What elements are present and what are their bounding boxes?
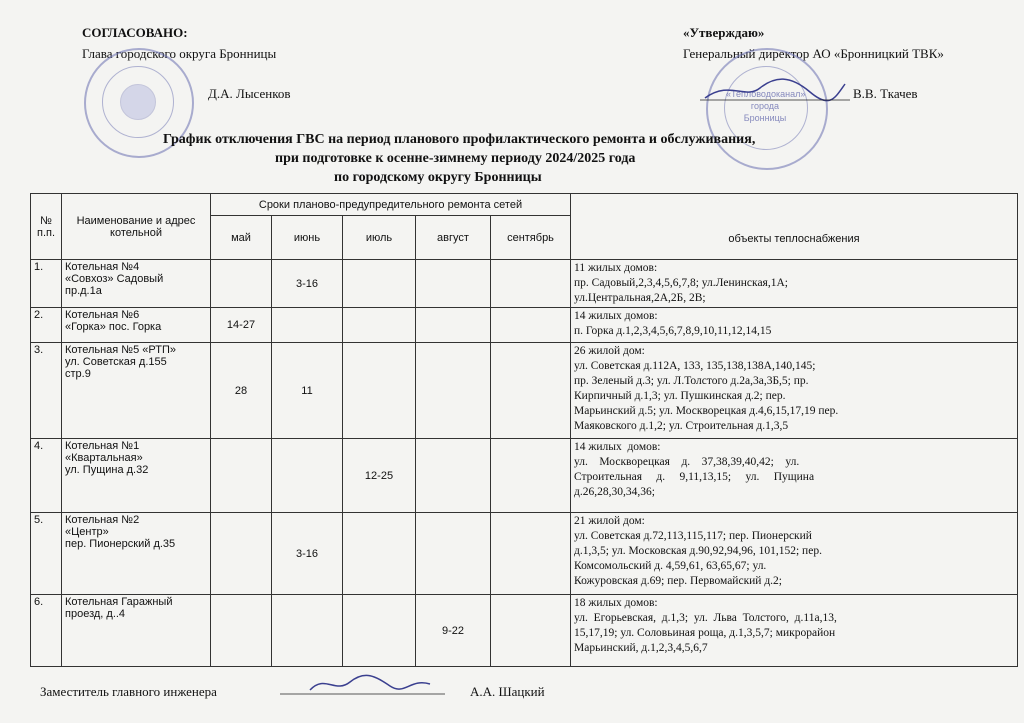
stamp-text-line: Бронницы (743, 113, 787, 123)
header-name: Наименование и адрес котельной (62, 194, 211, 260)
row-objects: 18 жилых домов: ул. Егорьевская, д.1,3; ул. Льва Толстого, д.11а,13, 15,17,19; ул. Соловьиная роща, д.1,3,5,7; микрорайон Марьинский, д.1,2,3,4,5,6,7 (571, 595, 1018, 667)
stamp-text-line: «Тепловодоканал» (726, 89, 806, 99)
approval-left-name: Д.А. Лысенков (208, 86, 291, 101)
cell-july (343, 513, 416, 595)
header-month-june: июнь (272, 216, 343, 260)
cell-may (211, 260, 272, 308)
row-objects: 21 жилой дом: ул. Советская д.72,113,115,117; пер. Пионерский д.1,3,5; ул. Московская д.90,92,94,96, 101,152; пер. Комсомольский д. 4,59,61, 63,65,67; ул. Кожуровская д.69; пер. Первомайский д.2; (571, 513, 1018, 595)
header-month-may: май (211, 216, 272, 260)
cell-august (416, 308, 491, 343)
row-num: 2. (31, 308, 62, 343)
cell-september (491, 595, 571, 667)
approval-left-position: Глава городского округа Бронницы (82, 46, 277, 61)
cell-june (272, 439, 343, 513)
cell-may (211, 439, 272, 513)
header-num: № п.п. (31, 194, 62, 260)
approval-right-position: Генеральный директор АО «Бронницкий ТВК» (683, 46, 944, 61)
row-boiler-name: Котельная №1 «Квартальная» ул. Пущина д.32 (62, 439, 211, 513)
approval-right-name: В.В. Ткачев (853, 86, 918, 101)
table-row (31, 260, 1018, 308)
table-row (31, 308, 1018, 343)
table-row (31, 595, 1018, 667)
header-row (31, 194, 1018, 216)
row-num: 1. (31, 260, 62, 308)
table-row (31, 343, 1018, 439)
row-boiler-name: Котельная №5 «РТП» ул. Советская д.155 стр.9 (62, 343, 211, 439)
title-line-1: График отключения ГВС на период планового профилактического ремонта и обслуживания, (163, 132, 756, 147)
cell-may: 14-27 (211, 308, 272, 343)
cell-june: 11 (272, 343, 343, 439)
header-period: Сроки планово-предупредительного ремонта сетей (211, 194, 571, 216)
cell-september (491, 513, 571, 595)
row-boiler-name: Котельная №4 «Совхоз» Садовый пр.д.1а (62, 260, 211, 308)
cell-august (416, 513, 491, 595)
cell-august: 9-22 (416, 595, 491, 667)
cell-june: 3-16 (272, 513, 343, 595)
title-line-3: по городскому округу Бронницы (334, 170, 542, 185)
cell-june (272, 595, 343, 667)
row-num: 6. (31, 595, 62, 667)
cell-july (343, 308, 416, 343)
row-num: 5. (31, 513, 62, 595)
cell-august (416, 439, 491, 513)
cell-september (491, 343, 571, 439)
table-row (31, 513, 1018, 595)
cell-august (416, 343, 491, 439)
row-objects: 11 жилых домов: пр. Садовый,2,3,4,5,6,7,8; ул.Ленинская,1А; ул.Центральная,2А,2Б, 2В; (571, 260, 1018, 308)
row-objects: 14 жилых домов: п. Горка д.1,2,3,4,5,6,7,8,9,10,11,12,14,15 (571, 308, 1018, 343)
header-month-august: август (416, 216, 491, 260)
row-boiler-name: Котельная №2 «Центр» пер. Пионерский д.35 (62, 513, 211, 595)
header-month-july: июль (343, 216, 416, 260)
engineer-signature (280, 668, 445, 700)
row-objects: 26 жилой дом: ул. Советская д.112А, 133, 135,138,138А,140,145; пр. Зеленый д.3; ул. Л.Толстого д.2а,3а,3Б,5; пр. Кирпичный д.1,3; ул. Пушкинская д.2; пер. Марьинский д.5; ул. Москворецкая д.4,6,15,17,19 пер. Маяковского д.1,2; ул. Строительная д.1,3,5 (571, 343, 1018, 439)
cell-september (491, 308, 571, 343)
row-boiler-name: Котельная №6 «Горка» пос. Горка (62, 308, 211, 343)
row-boiler-name: Котельная Гаражный проезд, д..4 (62, 595, 211, 667)
row-num: 4. (31, 439, 62, 513)
cell-september (491, 439, 571, 513)
cell-june (272, 308, 343, 343)
cell-july (343, 595, 416, 667)
cell-may (211, 595, 272, 667)
title-line-2: при подготовке к осенне-зимнему периоду 2024/2025 года (275, 151, 636, 166)
row-num: 3. (31, 343, 62, 439)
cell-may (211, 513, 272, 595)
schedule-table (30, 193, 1018, 667)
table-row (31, 439, 1018, 513)
approval-left-heading: СОГЛАСОВАНО: (82, 25, 188, 40)
cell-may: 28 (211, 343, 272, 439)
header-month-september: сентябрь (491, 216, 571, 260)
footer-name: А.А. Шацкий (470, 684, 545, 699)
footer-position: Заместитель главного инженера (40, 684, 217, 699)
cell-september (491, 260, 571, 308)
cell-june: 3-16 (272, 260, 343, 308)
cell-july (343, 343, 416, 439)
director-signature (700, 70, 850, 110)
header-objects: объекты теплоснабжения (571, 194, 1018, 260)
cell-july: 12-25 (343, 439, 416, 513)
approval-right-heading: «Утверждаю» (683, 25, 765, 40)
cell-august (416, 260, 491, 308)
stamp-text-line: города (750, 101, 780, 111)
cell-july (343, 260, 416, 308)
row-objects: 14 жилых домов: ул. Москворецкая д. 37,38,39,40,42; ул. Строительная д. 9,11,13,15; ул. Пущина д.26,28,30,34,36; (571, 439, 1018, 513)
